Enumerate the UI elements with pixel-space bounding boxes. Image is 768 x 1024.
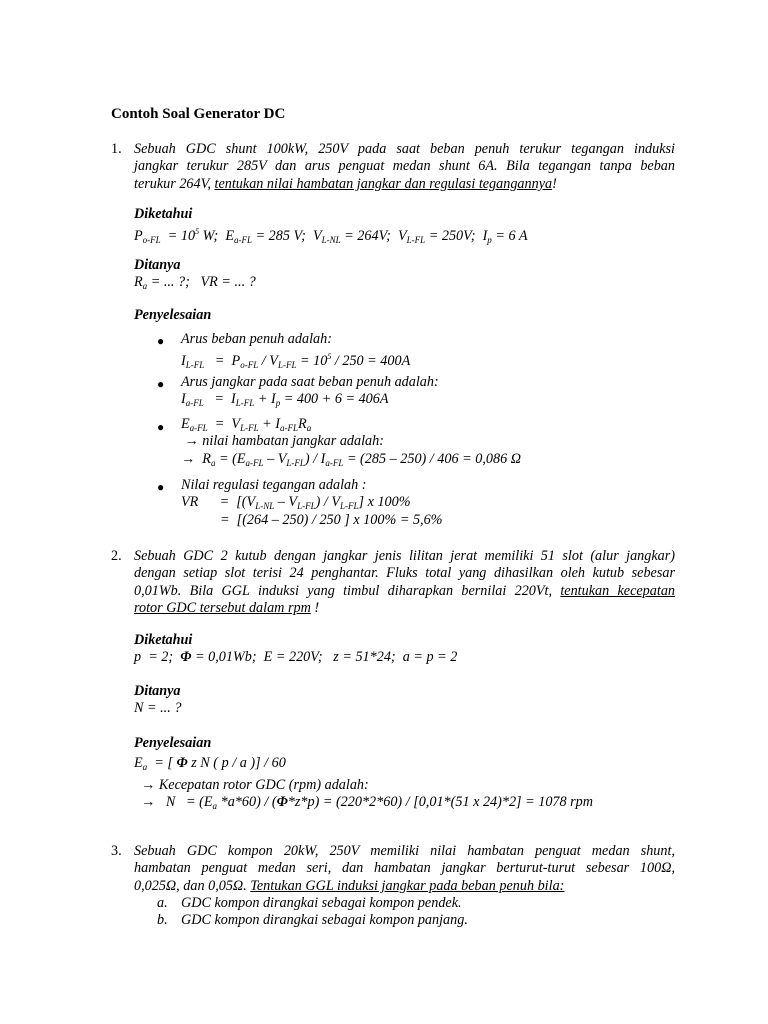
question-3-line-2: hambatan penguat medan seri, dan hambatan jangkar berturut-turut sebesar 100Ω, [134, 860, 675, 877]
question-1-text [134, 141, 675, 193]
question-2-line-3: 0,01Wb. Bila GGL induksi yang timbul diharapkan bernilai 220Vt, tentukan kecepatan [134, 582, 675, 599]
question-2-number: 2. [111, 548, 122, 564]
q1-solution [134, 307, 211, 324]
question-3-options [157, 895, 468, 930]
question-2-line-2: dengan setiap slot terisi 24 penghantar. Fluks total yang dihasilkan oleh kutub sebesar [134, 565, 675, 582]
q1-asked-values: $R_a$ = ... ?; VR = ... ? [134, 274, 256, 292]
bullet-icon: ● [157, 377, 165, 391]
question-2-task-a: tentukan kecepatan [560, 582, 675, 599]
q2-formula: $E_a$ = [ Φ z N ( p / a )] / 60 [134, 755, 286, 773]
q2-asked-label: Ditanya [134, 683, 181, 699]
question-3-option-b: b. GDC kompon dirangkai sebagai kompon panjang. [157, 912, 468, 929]
q1-step-2: Arus jangkar pada saat beban penuh adalah: $I_{a-FL} = I_{L-FL} + I_p = 400 + 6 = 406A$ [181, 374, 439, 409]
question-3-line-3: 0,025Ω, dan 0,05Ω. Tentukan GGL induksi jangkar pada beban penuh bila: [134, 877, 565, 894]
question-1-number: 1. [111, 141, 122, 157]
q2-solution [134, 735, 593, 816]
question-1-line-3: terukur 264V, tentukan nilai hambatan jangkar dan regulasi tegangannya! [134, 175, 557, 192]
question-1-task: tentukan nilai hambatan jangkar dan regulasi tegangannya [214, 175, 553, 192]
q1-step-3: $E_{a-FL} = V_{L-FL} + I_{a-FL}R_a$ → nilai hambatan jangkar adalah: → $R_a = (E_{a-FL} - V_{L-FL}) / I_{a-FL} = (285 - 250) / 406 = 0,086$ Ω [181, 416, 521, 468]
q1-asked-label: Ditanya [134, 257, 181, 273]
q2-known-label: Diketahui [134, 632, 193, 648]
question-1-line-1: Sebuah GDC shunt 100kW, 250V pada saat beban penuh terukur tegangan induksi [134, 141, 675, 157]
question-3-option-a: a. GDC kompon dirangkai sebagai kompon pendek. [157, 895, 462, 911]
document-title: Contoh Soal Generator DC [111, 106, 286, 122]
q2-solution-label: Penyelesaian [134, 735, 212, 751]
bullet-icon: ● [157, 420, 165, 434]
question-2-line-4: rotor GDC tersebut dalam rpm ! [134, 600, 320, 617]
q1-solution-label: Penyelesaian [134, 307, 212, 323]
bullet-icon: ● [157, 480, 165, 494]
q2-step-result: → $N = (E_a$ *a*60) / (Φ*z*p) = (220*2*60) / [0,01*(51 x 24)*2] = 1078 rpm [134, 794, 594, 812]
bullet-icon: ● [157, 334, 165, 348]
q2-step-label: → Kecepatan rotor GDC (rpm) adalah: [134, 776, 369, 793]
question-3-text [134, 843, 675, 895]
q1-asked [134, 257, 256, 296]
q2-asked-values: N = ... ? [134, 700, 182, 717]
question-3-number: 3. [111, 843, 122, 859]
question-1-line-2: jangkar terukur 285V dan arus penguat medan shunt 6A. Bila tegangan tanpa beban [134, 158, 675, 175]
question-3-line-1: Sebuah GDC kompon 20kW, 250V memiliki nilai hambatan penguat medan shunt, [134, 843, 675, 859]
q2-known [134, 632, 457, 667]
q1-known-values: $P_{o-FL} = 10^5$ W; $E_{a-FL} = 285$ V; $V_{L-NL} = 264V$; $V_{L-FL} = 250V$; $I_p = 6$ A [134, 227, 528, 246]
q1-step-1: Arus beban penuh adalah: $I_{L-FL} = P_{o-FL} / V_{L-FL} = 10^5 / 250 = 400A$ [181, 331, 411, 371]
question-2-line-1: Sebuah GDC 2 kutub dengan jangkar jenis lilitan jerat memiliki 51 slot (alur jangkar) [134, 548, 675, 564]
question-3-task: Tentukan GGL induksi jangkar pada beban penuh bila: [250, 877, 565, 894]
q1-known [134, 206, 528, 250]
question-2-text [134, 548, 675, 618]
q1-known-label: Diketahui [134, 206, 193, 222]
question-2-task-b: rotor GDC tersebut dalam rpm [134, 600, 311, 617]
q2-asked [134, 683, 181, 718]
q2-known-values: p = 2; Φ = 0,01Wb; E = 220V; z = 51*24; a = p = 2 [134, 649, 458, 666]
q1-step-4: Nilai regulasi tegangan adalah : VR = $[(V_{L-NL} - V_{L-FL}) / V_{L-FL}]$ x 100% = [(264 – 250) / 250 ] x 100% = 5,6% [181, 477, 443, 528]
